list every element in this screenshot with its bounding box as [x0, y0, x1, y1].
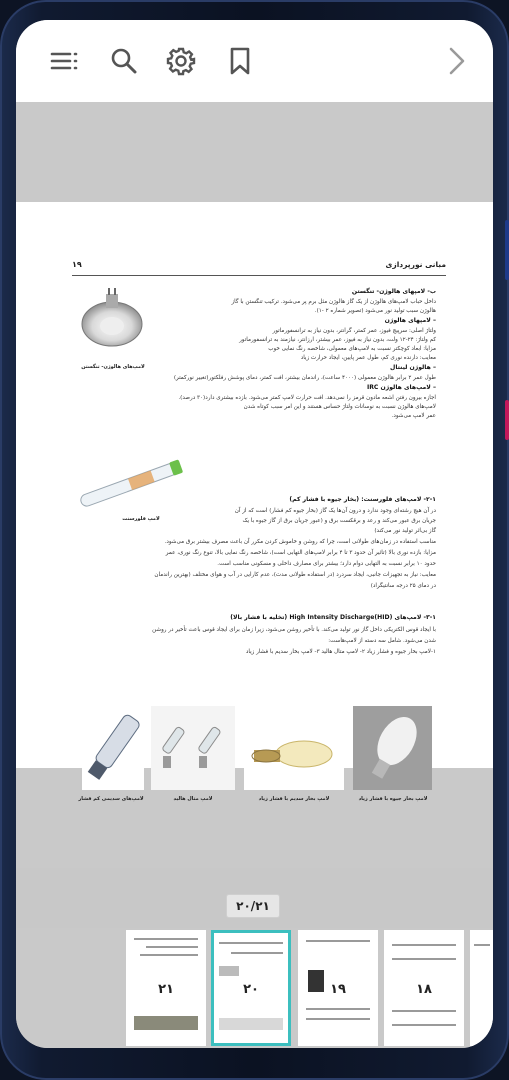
- metal-halide-lamp-image: [151, 706, 235, 790]
- page-counter: ۲۰/۲۱: [226, 894, 280, 918]
- paragraph-line: مناسب استفاده در زمان‌های طولانی است، چرا که روشن و خاموش کردن مکرر آن باعث مصرف بیشتر برق می‌شود.: [164, 539, 436, 545]
- page-header-title: مبانی نورپردازی: [385, 260, 446, 269]
- paragraph-line: لامپ‌های هالوژن نسبت به نوسانات ولتاژ حساس هستند و این امر سبب کوتاه شدن: [243, 404, 436, 410]
- chevron-right-icon[interactable]: [440, 44, 474, 78]
- thumbnail-strip[interactable]: [16, 928, 493, 1048]
- halogen-caption: لامپ‌های هالوژن- تنگستن: [81, 364, 145, 370]
- lamp-caption: لامپ بخار سدیم با فشار زیاد: [258, 796, 330, 802]
- paragraph-line: مزایا: ابعاد کوچکتر نسبت به لامپ‌های معمولی، شاخصه رنگ نمایی خوب: [268, 346, 436, 352]
- paragraph-line: عمر لامپ می‌شود.: [391, 413, 436, 419]
- paragraph-line: اجازه بیرون رفتن اشعه مادون قرمز را نمی‌دهد. افت حرارت لامپ کمتر می‌شود. بازده بیشتری دارد(۳۰ درصد).: [178, 395, 436, 401]
- search-icon[interactable]: [107, 44, 141, 78]
- gear-icon[interactable]: [164, 44, 198, 78]
- paragraph-line: ۱-لامپ بخار جیوه و فشار زیاد ۲- لامپ متال هالید ۳- لامپ بخار سدیم با فشار زیاد: [245, 649, 436, 655]
- section-heading: ۳-۱- لامپ‌های High Intensity Discharge(HID) (تخلیه با فشار بالا): [230, 614, 436, 621]
- paragraph-line: معایب: دارنده نوری کم، طول عمر پایین، ایجاد حرارت زیاد: [300, 355, 436, 361]
- thumbnail-page-active[interactable]: [211, 930, 291, 1046]
- thumbnail-label: ۱۸: [416, 982, 432, 997]
- thumbnail-page[interactable]: [126, 930, 206, 1046]
- paragraph-line: مزایا: بازده نوری بالا (تاثیر آن حدود ۳ تا ۴ برابر لامپ‌های التهابی است)، شاخصه رنگ نمایی بالا، تنوع رنگ نوری، عمر: [165, 550, 436, 556]
- low-pressure-sodium-lamp-image: [82, 706, 144, 790]
- power-button: [505, 400, 509, 440]
- mercury-vapor-lamp-image: [353, 706, 432, 790]
- paragraph-line: طول عمر ۲ برابر هالوژن معمولی (۴۰۰۰ ساعت)، راندمان بیشتر، افت کمتر، دمای پوشش رفلکتور(تغییر نورکمتر): [173, 375, 436, 381]
- page-header-number: ۱۹: [72, 260, 82, 269]
- paragraph-line: ولتاژ اصلی: سرپیچ فیوز، عمر کمتر، گرانتر، بدون نیاز به ترانسفورماتور: [272, 328, 436, 334]
- section-heading: ب- لامپهای هالوژن- تنگستن: [351, 288, 436, 295]
- paragraph-line: شدن می‌شود. شامل سه دسته از لامپ‌هاست:: [328, 638, 436, 644]
- subsection-heading: – لامپهای هالوژن: [384, 317, 436, 324]
- section-heading: ۲-۱- لامپ‌های فلورسنت: (بخار جیوه با فشار کم): [289, 496, 436, 503]
- paragraph-line: حدود ۱۰ برابر نسبت به التهابی دوام دارد؛ بیشتر برای مصارف داخلی و مسکونی مناسب است.: [217, 561, 436, 567]
- fluorescent-caption: لامپ فلورسنت: [122, 516, 160, 522]
- paragraph-line: کم ولتاژ: ۲۴-۱۲ ولت، بدون نیاز به فیوز، عمر بیشتر، ارزانتر، نیازمند به ترانسفورماتور: [239, 337, 436, 343]
- document-page: [16, 202, 493, 802]
- halogen-lamp-image: [76, 286, 148, 358]
- lamp-caption: لامپ متال هالید: [173, 796, 213, 802]
- sodium-high-pressure-lamp-image: [244, 706, 344, 790]
- thumbnail-label: ۲۰: [243, 982, 259, 997]
- app-screen: [16, 20, 493, 1048]
- lamp-caption: لامپ بخار جیوه با فشار زیاد: [358, 796, 428, 802]
- reader-toolbar: [16, 20, 493, 102]
- fluorescent-lamp-image: [74, 456, 188, 512]
- subsection-heading: – هالوژن لینتال: [390, 364, 436, 371]
- paragraph-line: با ایجاد قوس الکتریکی داخل گاز نور تولید می‌کند. با تأخیر روشن می‌شود، زیرا زمان برای ایجاد قوس باعث تأخیر در روشن: [152, 627, 436, 633]
- paragraph-line: جریان برق عبور می‌کند و رعد و برقکست برق و (عبور جریان برق از گاز جیوه با یک: [242, 518, 436, 524]
- page-header: [72, 258, 446, 276]
- document-viewer[interactable]: [16, 102, 493, 868]
- thumbnail-label: ۲۱: [158, 982, 174, 997]
- thumbnail-page[interactable]: [298, 930, 378, 1046]
- paragraph-line: هالوژن سبب تولید نور می‌شود (تصویر شماره ۲ -۱).: [314, 308, 436, 314]
- subsection-heading: – لامپ‌های هالوژن IRC: [366, 384, 436, 391]
- lamp-caption: لامپ‌های سدیمی کم فشار: [78, 796, 144, 802]
- thumbnail-page[interactable]: [470, 930, 493, 1046]
- side-button: [505, 220, 509, 280]
- paragraph-line: در آن هیچ رشته‌ای وجود ندارد و درون آن‌ها یک گاز (بخار جیوه کم فشار) است که از آن: [234, 508, 436, 514]
- list-menu-icon[interactable]: [47, 44, 81, 78]
- thumbnail-label: ۱۹: [330, 982, 346, 997]
- paragraph-line: گاز بی‌اثر تولید نور می‌کند): [374, 528, 436, 534]
- paragraph-line: در دمای ۲۵ درجه سانتیگراد): [370, 583, 436, 589]
- paragraph-line: داخل حباب لامپ‌های هالوژن از یک گاز هالوژن مثل برم پر می‌شود. ترکیب تنگستن با گاز: [231, 299, 436, 305]
- paragraph-line: معایب: نیاز به تجهیزات جانبی، ایجاد سردرد (در استفاده طولانی مدت)، عدم کارایی در آب و هوای مختلف (بهترین راندمان: [154, 572, 436, 578]
- thumbnail-page[interactable]: [384, 930, 464, 1046]
- bookmark-icon[interactable]: [223, 44, 257, 78]
